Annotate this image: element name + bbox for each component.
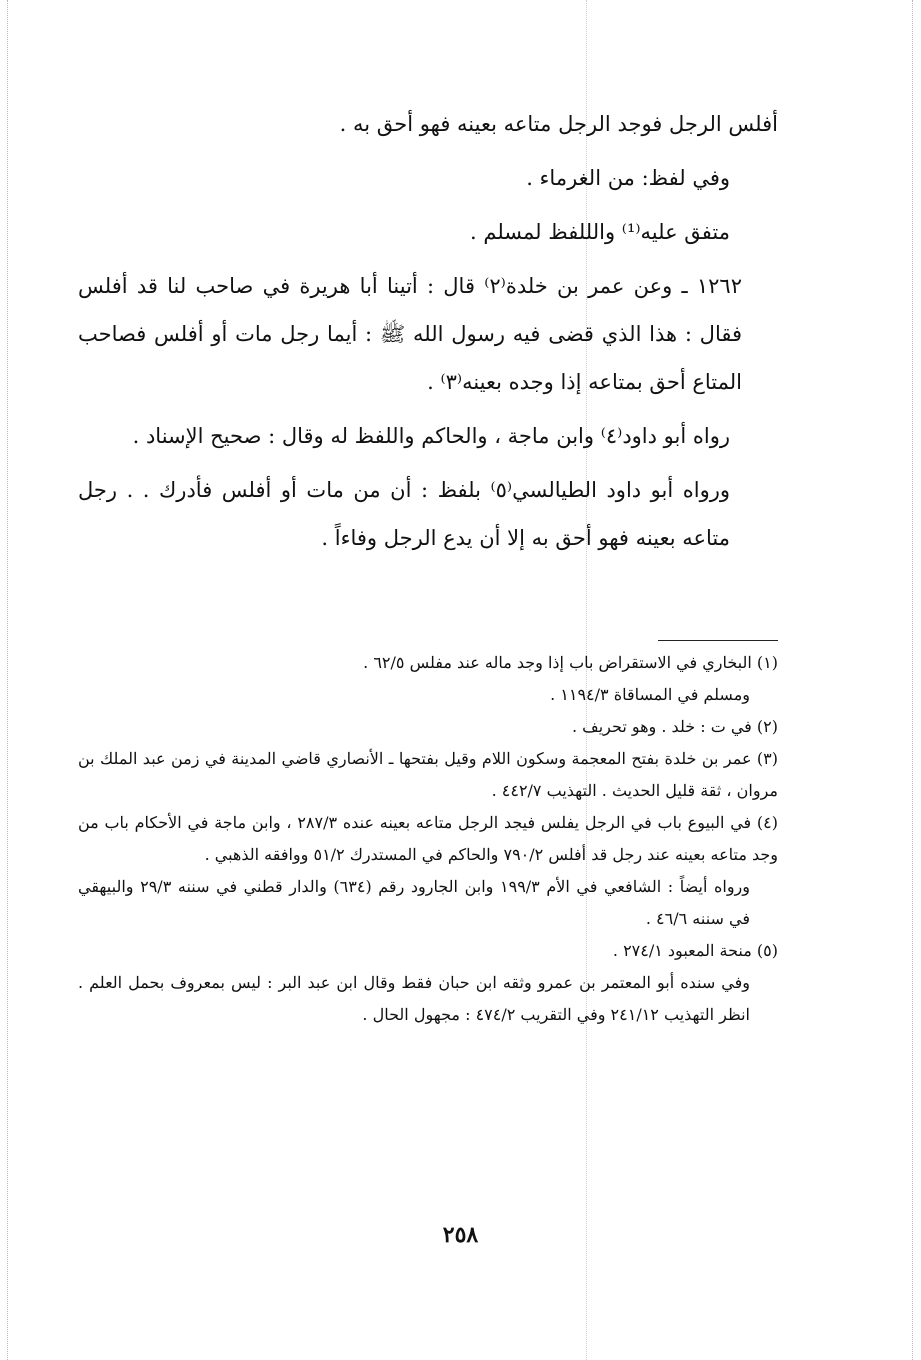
footnote-1: (١) البخاري في الاستقراض باب إذا وجد ماله عند مفلس ٦٢/٥ .: [363, 653, 778, 672]
main-line-3: متفق عليه⁽¹⁾ والللفظ لمسلم .: [470, 220, 730, 244]
scan-margin-line-right: [912, 0, 913, 1360]
footnote-4: (٤) في البيوع باب في الرجل يفلس فيجد الرجل متاعه بعينه عنده ٢٨٧/٣ ، وابن ماجة في الأحكام باب من وجد متاعه بعينه عند رجل قد أفلس ٧٩٠/٢ والحاكم في المستدرك ٥١/٢ ووافقه الذهبي .: [78, 813, 779, 864]
footnote-1-continued: ومسلم في المساقاة ١١٩٤/٣ .: [550, 685, 750, 704]
main-line-2: وفي لفظ: من الغرماء .: [526, 166, 730, 190]
footnote-4-continued: ورواه أيضاً : الشافعي في الأم ١٩٩/٣ وابن الجارود رقم (٦٣٤) والدار قطني في سننه ٢٩/٣ والبيهقي في سننه ٤٦/٦ .: [78, 877, 751, 928]
footnote-3: (٣) عمر بن خلدة بفتح المعجمة وسكون اللام وقيل بفتحها ـ الأنصاري قاضي المدينة في زمن عبد الملك بن مروان ، ثقة قليل الحديث . التهذيب ٤٤٢/٧ .: [78, 749, 778, 800]
footnote-5: (٥) منحة المعبود ٢٧٤/١ .: [612, 941, 778, 960]
footnote-5-continued: وفي سنده أبو المعتمر بن عمرو وثقه ابن حبان فقط وقال ابن عبد البر : ليس بمعروف بحمل العلم . انظر التهذيب ٢٤١/١٢ وفي التقريب ٤٧٤/٢ : مجهول الحال .: [78, 973, 750, 1024]
scan-margin-line-left: [7, 0, 8, 1360]
narration-paragraph-1: رواه أبو داود⁽٤⁾ وابن ماجة ، والحاكم واللفظ له وقال : صحيح الإسناد .: [132, 424, 730, 448]
page-number: ٢٥٨: [442, 1222, 479, 1248]
main-text: [78, 100, 778, 562]
main-line-1: أفلس الرجل فوجد الرجل متاعه بعينه فهو أحق به .: [339, 112, 778, 136]
hadith-1262: ١٢٦٢ ـ وعن عمر بن خلدة⁽٢⁾ قال : أتينا أبا هريرة في صاحب لنا قد أفلس فقال : هذا الذي قضى فيه رسول الله ﷺ : أيما رجل مات أو أفلس فصاحب المتاع أحق بمتاعه إذا وجده بعينه⁽٣⁾ .: [78, 274, 742, 394]
footnote-2: (٢) في ت : خلد . وهو تحريف .: [571, 717, 778, 736]
footnotes: [78, 647, 778, 1031]
narration-paragraph-2: ورواه أبو داود الطيالسي⁽٥⁾ بلفظ : أن من مات أو أفلس فأدرك . . رجل متاعه بعينه فهو أحق به إلا أن يدع الرجل وفاءاً .: [78, 478, 730, 550]
page-body: [78, 100, 778, 1031]
footnote-separator: [658, 640, 778, 641]
